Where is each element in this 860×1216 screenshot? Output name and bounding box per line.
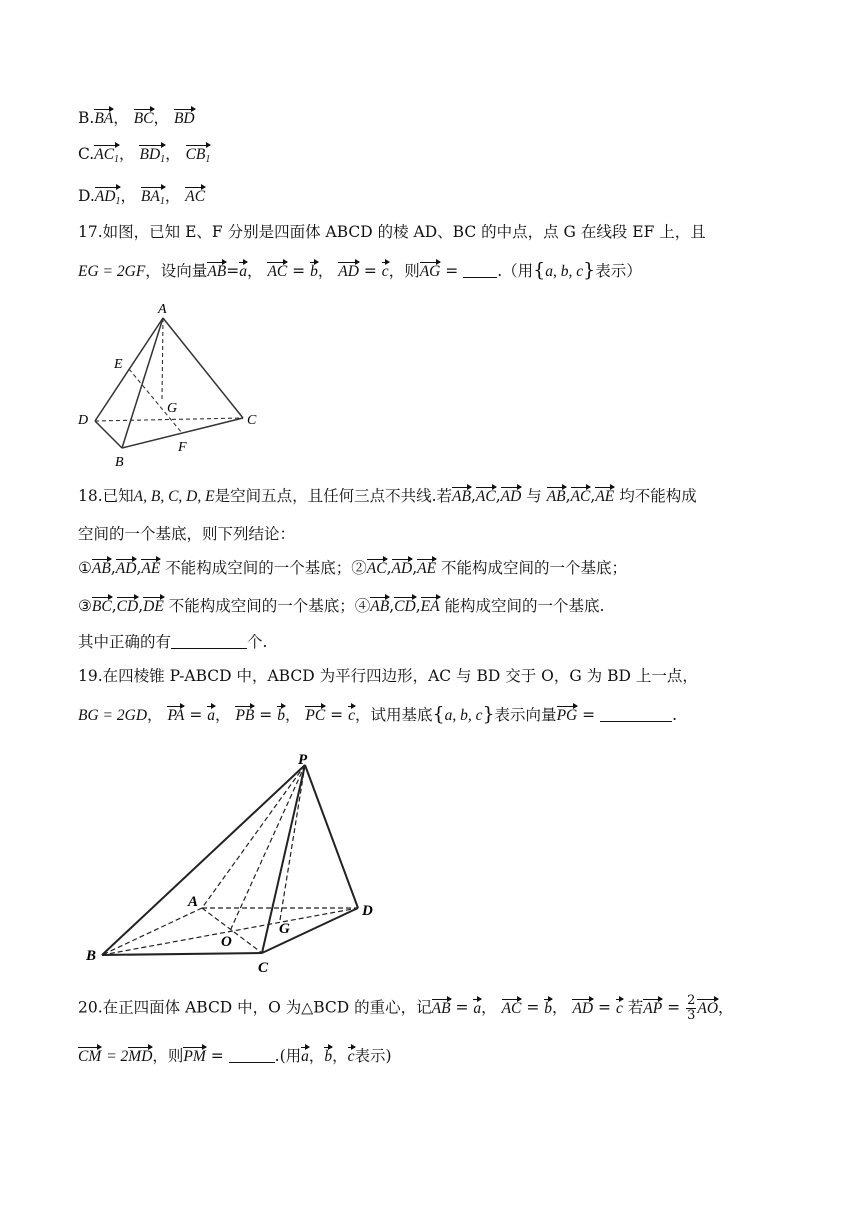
vector-ba: BA: [94, 110, 114, 127]
label-c: C: [258, 960, 269, 976]
q20-line1: 20.在正四面体 ABCD 中，O 为△BCD 的重心，记AB = a， AC = b， AD = c 若AP = $\frac{2}{3}$ AO，: [78, 993, 734, 1023]
label-p: P: [298, 752, 308, 768]
label-o: O: [221, 934, 232, 950]
q18-line1: 18.已知A, B, C, D, E是空间五点，且任何三点不共线.若AB,AC,AD 与 AB,AC,AE 均不能构成: [78, 487, 697, 505]
option-b: B.BA， BC， BD: [78, 109, 195, 127]
q18-answer-blank: [171, 632, 247, 649]
q17-answer-blank: [463, 261, 497, 278]
q17-line1: 17.如图，已知 E、F 分别是四面体 ABCD 的棱 AD、BC 的中点，点 G 在线段 EF 上，且: [78, 223, 706, 241]
vector-ad1: $AD_1$: [95, 187, 121, 210]
label-c: C: [247, 413, 257, 428]
label-g: G: [279, 921, 290, 937]
fraction-two-thirds: $\frac{2}{3}$: [687, 993, 696, 1023]
label-a: A: [158, 302, 167, 317]
q18-line2: 空间的一个基底，则下列结论：: [78, 525, 296, 543]
vector-bc: BC: [133, 110, 154, 127]
vector-bd1: $BD_1$: [139, 145, 165, 168]
label-b: B: [115, 455, 124, 470]
option-c: $C.AC_1$， $BD_1$， $CB_1$: [78, 142, 210, 168]
q18-line5: 其中正确的有 个.: [78, 633, 268, 651]
option-d: $D.AD_1$， $BA_1$， AC: [78, 184, 205, 210]
label-e: E: [114, 357, 123, 372]
vector-cb1: $CB_1$: [186, 145, 211, 168]
label-f: F: [178, 440, 187, 455]
q18-line4: ③BC,CD,DE 不能构成空间的一个基底；④AB,CD,EA 能构成空间的一个基底.: [78, 597, 605, 615]
vector-bd: BD: [173, 110, 195, 127]
q19-answer-blank: [600, 705, 672, 722]
label-g: G: [167, 401, 178, 416]
vector-ac: AC: [185, 188, 206, 205]
q20-line2: CM = 2MD，则PM = .(用a，b，c表示): [78, 1047, 392, 1065]
q19-pyramid-figure: [80, 750, 390, 980]
label-d: D: [362, 903, 373, 919]
label-b: B: [86, 948, 97, 964]
label-d: D: [78, 413, 89, 428]
q18-line3: ①AB,AD,AE 不能构成空间的一个基底；②AC,AD,AE 不能构成空间的一个基底；: [78, 559, 628, 577]
q17-tetrahedron-figure: [70, 296, 270, 476]
q19-line2: BG = 2GD， PA = a， PB = b， PC = c，试用基底{a, b, c}表示向量PG = .: [78, 703, 678, 725]
q17-line2: EG = 2GF，设向量AB=a， AC = b， AD = c，则AG = .（用{a, b, c}表示）: [78, 259, 642, 281]
label-a: A: [188, 894, 199, 910]
vector-ac1: $AC_1$: [94, 145, 119, 168]
q19-line1: 19.在四棱锥 P-ABCD 中，ABCD 为平行四边形，AC 与 BD 交于 O，G 为 BD 上一点，: [78, 667, 698, 685]
vector-ba1: $BA_1$: [141, 187, 165, 210]
q20-answer-blank: [229, 1046, 275, 1063]
